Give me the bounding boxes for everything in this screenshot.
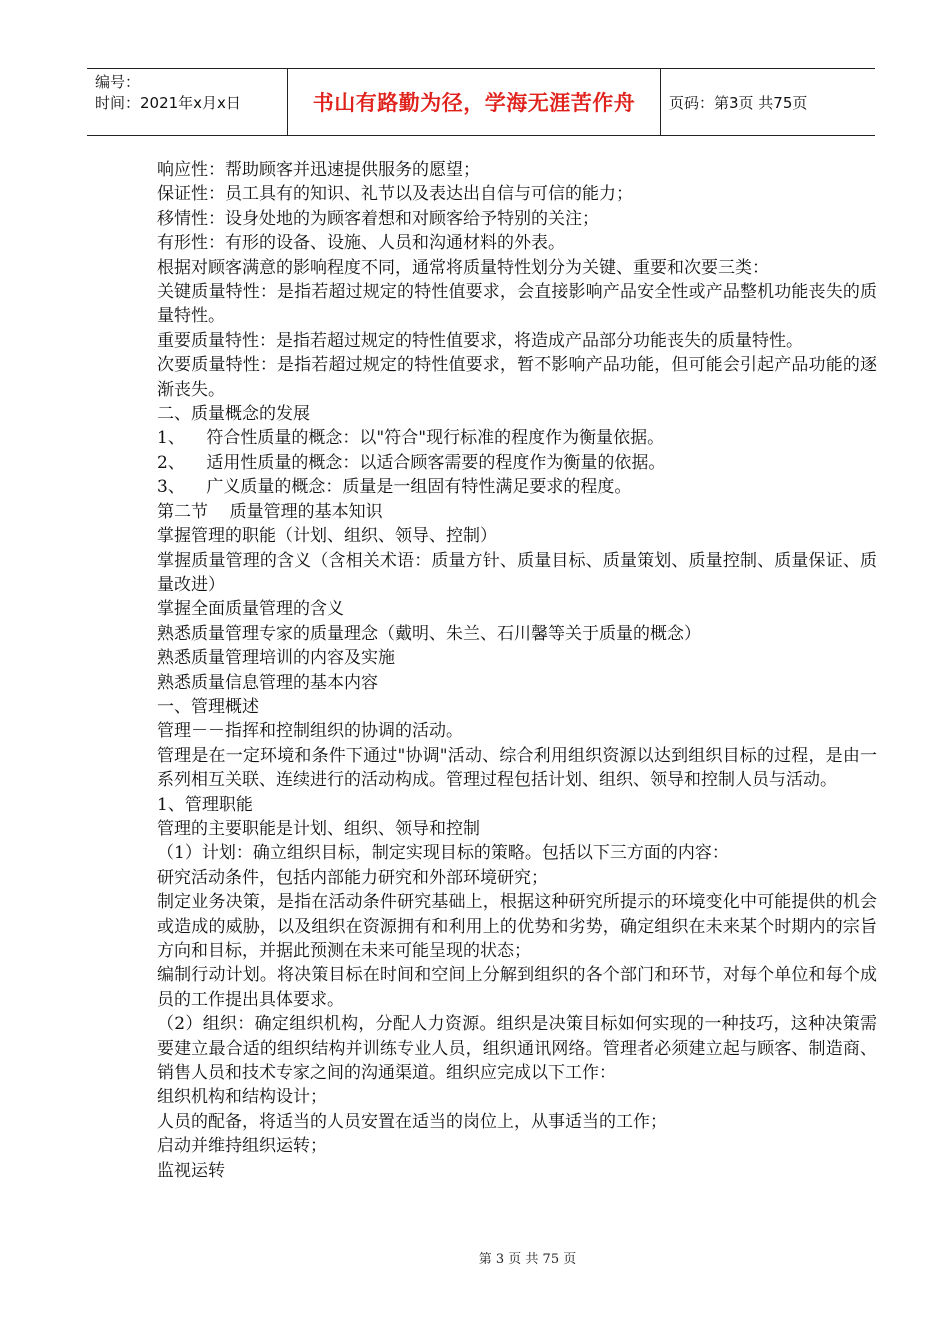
paragraph: 熟悉质量管理培训的内容及实施	[157, 648, 395, 669]
document-time-label: 时间：2021年x月x日	[95, 94, 241, 112]
page-footer: 第 3 页 共 75 页	[478, 1252, 577, 1267]
header-divider	[660, 69, 661, 135]
paragraph: 编制行动计划。将决策目标在时间和空间上分解到组织的各个部门和环节，对每个单位和每个成员的工作提出具体要求。	[157, 965, 877, 1010]
section-heading: 第二节 质量管理的基本知识	[157, 501, 383, 522]
paragraph: 掌握管理的职能（计划、组织、领导、控制）	[157, 526, 497, 547]
paragraph: 组织机构和结构设计；	[157, 1087, 327, 1108]
section-heading: 一、管理概述	[157, 696, 259, 717]
header-meta	[95, 72, 241, 114]
paragraph: 响应性：帮助顾客并迅速提供服务的愿望；	[157, 160, 480, 180]
header-motto: 书山有路勤为径，学海无涯苦作舟	[312, 91, 636, 115]
paragraph: 次要质量特性：是指若超过规定的特性值要求，暂不影响产品功能，但可能会引起产品功能的逐渐丧失。	[157, 355, 877, 400]
list-item: 1、 符合性质量的概念：以"符合"现行标准的程度作为衡量依据。	[157, 428, 665, 449]
paragraph: 熟悉质量信息管理的基本内容	[157, 672, 378, 693]
paragraph: 制定业务决策，是指在活动条件研究基础上，根据这种研究所提示的环境变化中可能提供的机会或造成的威胁，以及组织在资源拥有和利用上的优势和劣势，确定组织在未来某个时期内的宗旨方向和目标，并据此预测在未来可能呈现的状态；	[157, 892, 877, 961]
paragraph: 管理是在一定环境和条件下通过"协调"活动、综合利用组织资源以达到组织目标的过程，是由一系列相互关联、连续进行的活动构成。管理过程包括计划、组织、领导和控制人员与活动。	[157, 745, 877, 791]
paragraph: 掌握质量管理的含义（含相关术语：质量方针、质量目标、质量策划、质量控制、质量保证、质量改进）	[157, 550, 877, 595]
paragraph: 掌握全面质量管理的含义	[157, 599, 344, 620]
list-item: 3、 广义质量的概念：质量是一组固有特性满足要求的程度。	[157, 477, 632, 498]
paragraph: 重要质量特性：是指若超过规定的特性值要求，将造成产品部分功能丧失的质量特性。	[157, 330, 803, 351]
document-number-label: 编号：	[95, 73, 141, 91]
paragraph: 移情性：设身处地的为顾客着想和对顾客给予特别的关注；	[157, 208, 599, 229]
paragraph: 管理的主要职能是计划、组织、领导和控制	[157, 818, 480, 839]
paragraph: 研究活动条件，包括内部能力研究和外部环境研究；	[157, 867, 548, 888]
paragraph: 有形性：有形的设备、设施、人员和沟通材料的外表。	[157, 233, 565, 254]
section-heading: 二、质量概念的发展	[157, 404, 310, 425]
section-heading: 1、管理职能	[157, 794, 253, 815]
paragraph: 保证性：员工具有的知识、礼节以及表达出自信与可信的能力；	[157, 184, 633, 205]
paragraph: 管理－－指挥和控制组织的协调的活动。	[157, 721, 463, 742]
header-page-number: 页码：第3页 共75页	[669, 93, 808, 112]
paragraph: 启动并维持组织运转；	[157, 1136, 327, 1157]
page-header	[87, 68, 875, 136]
paragraph: 熟悉质量管理专家的质量理念（戴明、朱兰、石川馨等关于质量的概念）	[157, 623, 701, 644]
paragraph: 监视运转	[157, 1160, 225, 1181]
paragraph: （2）组织：确定组织机构，分配人力资源。组织是决策目标如何实现的一种技巧，这种决策需要建立最合适的组织结构并训练专业人员，组织通讯网络。管理者必须建立起与顾客、制造商、销售人员和技术专家之间的沟通渠道。组织应完成以下工作：	[157, 1014, 877, 1084]
paragraph: （1）计划：确立组织目标，制定实现目标的策略。包括以下三方面的内容：	[157, 843, 729, 864]
list-item: 2、 适用性质量的概念：以适合顾客需要的程度作为衡量的依据。	[157, 452, 666, 473]
paragraph: 关键质量特性：是指若超过规定的特性值要求，会直接影响产品安全性或产品整机功能丧失的质量特性。	[157, 282, 877, 327]
paragraph: 人员的配备，将适当的人员安置在适当的岗位上，从事适当的工作；	[157, 1111, 667, 1132]
paragraph: 根据对顾客满意的影响程度不同，通常将质量特性划分为关键、重要和次要三类：	[157, 257, 769, 278]
document-body	[157, 158, 877, 1183]
